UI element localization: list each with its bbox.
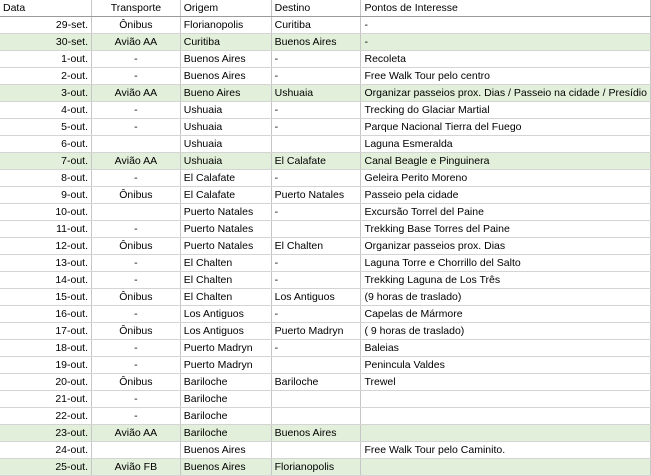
cell-origem[interactable]: Puerto Natales [180,221,271,238]
cell-origem[interactable]: Bariloche [180,374,271,391]
cell-transporte[interactable]: - [92,221,181,238]
cell-origem[interactable]: Bariloche [180,408,271,425]
cell-transporte[interactable]: - [92,119,181,136]
cell-destino[interactable]: - [271,306,361,323]
cell-data[interactable]: 10-out. [0,204,92,221]
cell-transporte[interactable]: Avião FB [92,459,181,476]
cell-data[interactable]: 2-out. [0,68,92,85]
cell-destino[interactable] [271,442,361,459]
cell-data[interactable]: 7-out. [0,153,92,170]
cell-destino[interactable]: - [271,68,361,85]
cell-transporte[interactable]: - [92,408,181,425]
cell-origem[interactable]: Florianopolis [180,17,271,34]
cell-data[interactable]: 23-out. [0,425,92,442]
cell-origem[interactable]: El Calafate [180,187,271,204]
cell-origem[interactable]: Puerto Madryn [180,340,271,357]
cell-origem[interactable]: Puerto Natales [180,238,271,255]
cell-data[interactable]: 24-out. [0,442,92,459]
cell-transporte[interactable]: - [92,102,181,119]
table-row [0,102,651,119]
cell-destino[interactable]: Bariloche [271,374,361,391]
cell-destino[interactable]: - [271,255,361,272]
cell-origem[interactable]: El Chalten [180,255,271,272]
table-row [0,255,651,272]
table-row [0,153,651,170]
header-destino[interactable]: Destino [271,0,361,17]
cell-destino[interactable] [271,357,361,374]
table-row [0,391,651,408]
cell-pontos-de-interesse[interactable]: Laguna Esmeralda [361,136,651,153]
cell-data[interactable]: 6-out. [0,136,92,153]
cell-data[interactable]: 11-out. [0,221,92,238]
cell-destino[interactable]: Los Antiguos [271,289,361,306]
cell-transporte[interactable]: - [92,391,181,408]
cell-origem[interactable]: El Chalten [180,272,271,289]
cell-data[interactable]: 29-set. [0,17,92,34]
cell-pontos-de-interesse[interactable] [361,408,651,425]
cell-data[interactable]: 20-out. [0,374,92,391]
cell-data[interactable]: 16-out. [0,306,92,323]
cell-transporte[interactable]: - [92,306,181,323]
cell-destino[interactable]: - [271,170,361,187]
cell-data[interactable]: 15-out. [0,289,92,306]
cell-transporte[interactable]: Avião AA [92,425,181,442]
table-row [0,34,651,51]
cell-data[interactable]: 25-out. [0,459,92,476]
table-row [0,68,651,85]
cell-origem[interactable]: Buenos Aires [180,442,271,459]
cell-data[interactable]: 14-out. [0,272,92,289]
cell-transporte[interactable]: - [92,51,181,68]
table-row [0,51,651,68]
cell-pontos-de-interesse[interactable]: Organizar passeios prox. Dias [361,238,651,255]
cell-pontos-de-interesse[interactable]: - [361,17,651,34]
cell-pontos-de-interesse[interactable] [361,391,651,408]
cell-data[interactable]: 5-out. [0,119,92,136]
header-origem[interactable]: Origem [180,0,271,17]
cell-destino[interactable]: Buenos Aires [271,34,361,51]
cell-data[interactable]: 18-out. [0,340,92,357]
table-row [0,221,651,238]
cell-pontos-de-interesse[interactable]: Recoleta [361,51,651,68]
cell-origem[interactable]: Ushuaia [180,136,271,153]
cell-pontos-de-interesse[interactable]: Parque Nacional Tierra del Fuego [361,119,651,136]
table-row [0,136,651,153]
table-row [0,272,651,289]
cell-origem[interactable]: Puerto Natales [180,204,271,221]
cell-destino[interactable]: - [271,51,361,68]
table-row [0,408,651,425]
cell-transporte[interactable]: - [92,255,181,272]
cell-origem[interactable]: Curitiba [180,34,271,51]
cell-pontos-de-interesse[interactable]: Free Walk Tour pelo centro [361,68,651,85]
cell-data[interactable]: 22-out. [0,408,92,425]
cell-transporte[interactable]: - [92,68,181,85]
cell-pontos-de-interesse[interactable]: Trekking Base Torres del Paine [361,221,651,238]
cell-pontos-de-interesse[interactable]: Trecking do Glaciar Martial [361,102,651,119]
cell-pontos-de-interesse[interactable]: Excursão Torrel del Paine [361,204,651,221]
cell-origem[interactable]: Buenos Aires [180,68,271,85]
cell-destino[interactable]: El Calafate [271,153,361,170]
cell-transporte[interactable]: Ônibus [92,187,181,204]
cell-pontos-de-interesse[interactable]: Free Walk Tour pelo Caminito. [361,442,651,459]
cell-destino[interactable]: Buenos Aires [271,425,361,442]
cell-transporte[interactable]: Avião AA [92,85,181,102]
cell-transporte[interactable]: Ônibus [92,238,181,255]
cell-transporte[interactable]: - [92,340,181,357]
cell-pontos-de-interesse[interactable]: Canal Beagle e Pinguinera [361,153,651,170]
cell-transporte[interactable]: Avião AA [92,153,181,170]
cell-origem[interactable]: El Calafate [180,170,271,187]
cell-destino[interactable]: El Chalten [271,238,361,255]
cell-origem[interactable]: El Chalten [180,289,271,306]
cell-transporte[interactable]: - [92,357,181,374]
cell-destino[interactable]: - [271,204,361,221]
header-data[interactable]: Data [0,0,92,17]
cell-pontos-de-interesse[interactable]: Trewel [361,374,651,391]
cell-transporte[interactable]: - [92,272,181,289]
cell-destino[interactable]: Puerto Madryn [271,323,361,340]
cell-origem[interactable]: Bariloche [180,425,271,442]
table-row [0,357,651,374]
cell-data[interactable]: 1-out. [0,51,92,68]
table-row [0,323,651,340]
table-row [0,170,651,187]
table-row [0,17,651,34]
cell-origem[interactable]: Los Antiguos [180,323,271,340]
cell-origem[interactable]: Buenos Aires [180,51,271,68]
header-transporte[interactable]: Transporte [92,0,181,17]
cell-destino[interactable]: Puerto Natales [271,187,361,204]
cell-pontos-de-interesse[interactable]: Passeio pela cidade [361,187,651,204]
header-pontos-de-interesse[interactable]: Pontos de Interesse [361,0,651,17]
cell-origem[interactable]: Bueno Aires [180,85,271,102]
cell-pontos-de-interesse[interactable]: Laguna Torre e Chorrillo del Salto [361,255,651,272]
cell-pontos-de-interesse[interactable]: Organizar passeios prox. Dias / Passeio na cidade / Presídio [361,85,651,102]
cell-destino[interactable]: - [271,340,361,357]
cell-destino[interactable] [271,408,361,425]
table-row [0,374,651,391]
table-row [0,187,651,204]
cell-data[interactable]: 8-out. [0,170,92,187]
cell-destino[interactable]: - [271,102,361,119]
table-body [0,17,651,476]
table-row [0,425,651,442]
cell-data[interactable]: 30-set. [0,34,92,51]
cell-data[interactable]: 3-out. [0,85,92,102]
cell-origem[interactable]: Puerto Madryn [180,357,271,374]
cell-destino[interactable]: Ushuaia [271,85,361,102]
cell-data[interactable]: 9-out. [0,187,92,204]
table-row [0,459,651,476]
table-row [0,442,651,459]
cell-data[interactable]: 12-out. [0,238,92,255]
table-row [0,306,651,323]
cell-pontos-de-interesse[interactable]: Baleias [361,340,651,357]
table-row [0,204,651,221]
cell-pontos-de-interesse[interactable] [361,425,651,442]
cell-destino[interactable]: Curitiba [271,17,361,34]
cell-data[interactable]: 21-out. [0,391,92,408]
cell-transporte[interactable]: Avião AA [92,34,181,51]
table-row [0,119,651,136]
cell-destino[interactable] [271,136,361,153]
table-row [0,85,651,102]
cell-pontos-de-interesse[interactable]: Geleira Perito Moreno [361,170,651,187]
cell-pontos-de-interesse[interactable]: ( 9 horas de traslado) [361,323,651,340]
cell-pontos-de-interesse[interactable]: - [361,34,651,51]
cell-transporte[interactable]: - [92,170,181,187]
cell-pontos-de-interesse[interactable]: (9 horas de traslado) [361,289,651,306]
cell-origem[interactable]: Ushuaia [180,119,271,136]
cell-transporte[interactable] [92,442,181,459]
cell-destino[interactable]: Florianopolis [271,459,361,476]
cell-origem[interactable]: Buenos Aires [180,459,271,476]
cell-transporte[interactable]: Ônibus [92,374,181,391]
cell-origem[interactable]: Bariloche [180,391,271,408]
cell-destino[interactable]: - [271,119,361,136]
cell-pontos-de-interesse[interactable]: Penincula Valdes [361,357,651,374]
cell-origem[interactable]: Ushuaia [180,102,271,119]
cell-transporte[interactable] [92,204,181,221]
cell-data[interactable]: 19-out. [0,357,92,374]
cell-destino[interactable] [271,391,361,408]
header-row [0,0,651,17]
cell-transporte[interactable]: Ônibus [92,323,181,340]
cell-transporte[interactable]: Ônibus [92,17,181,34]
cell-origem[interactable]: Ushuaia [180,153,271,170]
table-row [0,238,651,255]
cell-transporte[interactable]: Ônibus [92,289,181,306]
cell-transporte[interactable] [92,136,181,153]
table-row [0,340,651,357]
table-row [0,289,651,306]
cell-pontos-de-interesse[interactable] [361,459,651,476]
cell-data[interactable]: 17-out. [0,323,92,340]
cell-data[interactable]: 4-out. [0,102,92,119]
cell-destino[interactable] [271,221,361,238]
cell-origem[interactable]: Los Antiguos [180,306,271,323]
cell-pontos-de-interesse[interactable]: Capelas de Mármore [361,306,651,323]
cell-destino[interactable]: - [271,272,361,289]
cell-pontos-de-interesse[interactable]: Trekking Laguna de Los Três [361,272,651,289]
cell-data[interactable]: 13-out. [0,255,92,272]
